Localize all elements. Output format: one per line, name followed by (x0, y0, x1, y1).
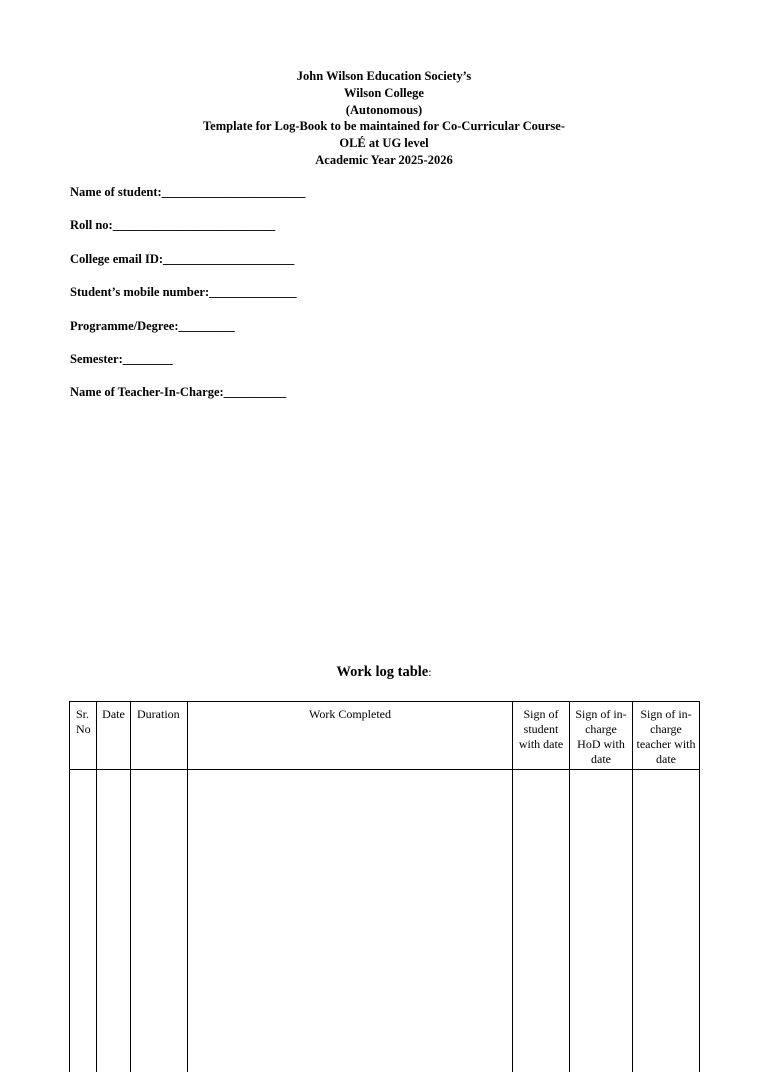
cell-sign-teacher[interactable] (633, 770, 700, 1072)
cell-date[interactable] (97, 770, 131, 1072)
work-log-heading (0, 664, 768, 681)
col-sign-teacher: Sign of in-charge teacher with date (633, 702, 700, 770)
template-title: Template for Log-Book to be maintained for Co-Curricular Course- (0, 118, 768, 135)
email-field: College email ID:_____________________ (70, 251, 305, 284)
table-header-row (70, 702, 700, 770)
cell-duration[interactable] (131, 770, 188, 1072)
col-sr-no: Sr. No (70, 702, 97, 770)
document-header (0, 68, 768, 169)
college-status: (Autonomous) (0, 102, 768, 119)
teacher-field: Name of Teacher-In-Charge:__________ (70, 384, 305, 417)
cell-sign-student[interactable] (513, 770, 570, 1072)
col-duration: Duration (131, 702, 188, 770)
college-name: Wilson College (0, 85, 768, 102)
col-work-completed: Work Completed (188, 702, 513, 770)
col-sign-student: Sign of student with date (513, 702, 570, 770)
course-level: OLÉ at UG level (0, 135, 768, 152)
cell-sign-hod[interactable] (570, 770, 633, 1072)
cell-sr-no[interactable] (70, 770, 97, 1072)
work-log-title: Work log table (336, 664, 428, 680)
society-name: John Wilson Education Society’s (0, 68, 768, 85)
programme-field: Programme/Degree:_________ (70, 318, 305, 351)
student-details (70, 184, 305, 418)
mobile-field: Student’s mobile number:______________ (70, 284, 305, 317)
student-name-field: Name of student:_______________________ (70, 184, 305, 217)
col-sign-hod: Sign of in-charge HoD with date (570, 702, 633, 770)
roll-no-field: Roll no:__________________________ (70, 217, 305, 250)
col-date: Date (97, 702, 131, 770)
academic-year: Academic Year 2025-2026 (0, 152, 768, 169)
work-log-title-colon: : (428, 665, 431, 679)
work-log-table (69, 701, 700, 1072)
semester-field: Semester:________ (70, 351, 305, 384)
table-row (70, 770, 700, 1072)
cell-work-completed[interactable] (188, 770, 513, 1072)
